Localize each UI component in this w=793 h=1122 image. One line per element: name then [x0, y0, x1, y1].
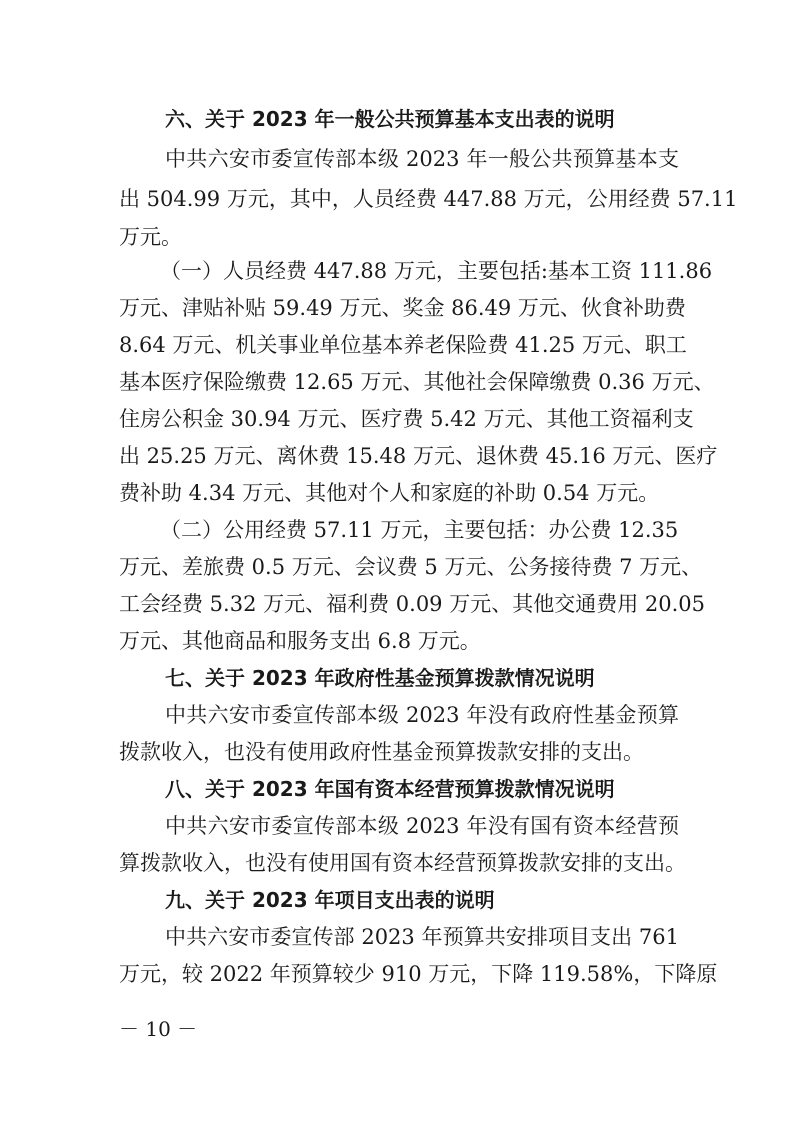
section-heading-8: 八、关于 2023 年国有资本经营预算拨款情况说明	[165, 777, 615, 801]
paragraph-line: 住房公积金 30.94 万元、医疗费 5.42 万元、其他工资福利支	[119, 407, 694, 431]
section-heading-6: 六、关于 2023 年一般公共预算基本支出表的说明	[165, 107, 615, 131]
paragraph-line: 中共六安市委宣传部 2023 年预算共安排项目支出 761	[165, 925, 679, 949]
section-heading-7: 七、关于 2023 年政府性基金预算拨款情况说明	[165, 666, 595, 690]
paragraph-line: 万元。	[119, 225, 182, 249]
paragraph-line: 出 25.25 万元、离休费 15.48 万元、退休费 45.16 万元、医疗	[119, 444, 718, 468]
paragraph-line: 万元、其他商品和服务支出 6.8 万元。	[119, 629, 481, 653]
paragraph-line: 拨款收入，也没有使用政府性基金预算拨款安排的支出。	[119, 740, 644, 764]
paragraph-line: 万元、津贴补贴 59.49 万元、奖金 86.49 万元、伙食补助费	[119, 296, 686, 320]
paragraph-line: （一）人员经费 447.88 万元，主要包括:基本工资 111.86	[160, 259, 713, 283]
paragraph-line: 出 504.99 万元，其中，人员经费 447.88 万元，公用经费 57.11	[119, 187, 738, 211]
paragraph-line: 算拨款收入，也没有使用国有资本经营预算拨款安排的支出。	[119, 851, 686, 875]
paragraph-line: 工会经费 5.32 万元、福利费 0.09 万元、其他交通费用 20.05	[119, 592, 706, 616]
paragraph-line: 中共六安市委宣传部本级 2023 年没有政府性基金预算	[165, 703, 679, 727]
paragraph-line: 费补助 4.34 万元、其他对个人和家庭的补助 0.54 万元。	[119, 481, 660, 505]
paragraph-line: 中共六安市委宣传部本级 2023 年一般公共预算基本支	[165, 147, 679, 171]
paragraph-line: 基本医疗保险缴费 12.65 万元、其他社会保障缴费 0.36 万元、	[119, 370, 715, 394]
paragraph-line: 万元、差旅费 0.5 万元、会议费 5 万元、公务接待费 7 万元、	[119, 555, 703, 579]
page-number: － 10 －	[119, 1017, 198, 1041]
paragraph-line: （二）公用经费 57.11 万元，主要包括：办公费 12.35	[160, 518, 679, 542]
paragraph-line: 8.64 万元、机关事业单位基本养老保险费 41.25 万元、职工	[119, 333, 687, 357]
paragraph-line: 中共六安市委宣传部本级 2023 年没有国有资本经营预	[165, 814, 679, 838]
section-heading-9: 九、关于 2023 年项目支出表的说明	[165, 888, 495, 912]
paragraph-line: 万元，较 2022 年预算较少 910 万元，下降 119.58%，下降原	[119, 962, 718, 986]
